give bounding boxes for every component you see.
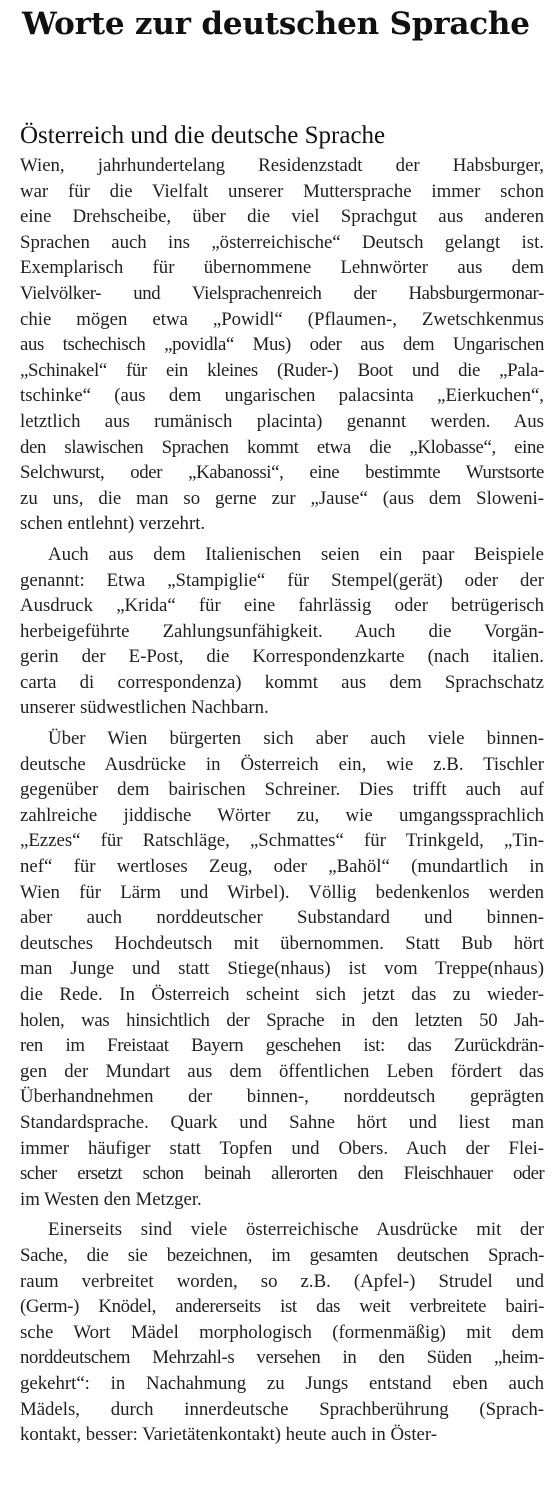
text-line: aus tschechisch „povidla“ Mus) oder aus dem Ungarischen [20,334,544,356]
text-line: kontakt, besser: Varietätenkontakt) heute auch in Öster- [20,1424,438,1446]
masthead-title: Worte zur deutschen Sprache [22,6,530,42]
text-line: eine Drehscheibe, über die viel Sprachgut aus anderen [20,206,544,228]
text-line: letztlich aus rumänisch placinta) genannt werden. Aus [20,410,544,432]
text-line: nef“ für wertloses Zeug, oder „Bahöl“ (mundartlich in [20,856,544,878]
text-line: Überhandnehmen der binnen-, norddeutsch geprägten [20,1086,544,1108]
article-body [20,153,544,1448]
article-paragraph [20,153,544,537]
text-line: aber auch norddeutscher Substandard und binnen- [20,907,544,929]
text-line: im Westen den Metzger. [20,1188,202,1210]
text-line: Über Wien bürgerten sich aber auch viele binnen- [48,728,544,750]
text-line: Auch aus dem Italienischen seien ein paar Beispiele [48,543,544,565]
text-line: ren im Freistaat Bayern geschehen ist: das Zurückdrän- [20,1035,544,1057]
article-paragraph [20,542,544,721]
text-line: Mädels, durch innerdeutsche Sprachberührung (Sprach- [20,1398,544,1420]
text-line: immer häufiger statt Topfen und Obers. Auch der Flei- [20,1137,544,1159]
text-line: Einerseits sind viele österreichische Ausdrücke mit der [48,1219,544,1241]
text-line: gen der Mundart aus dem öffentlichen Leben fördert das [20,1060,544,1082]
text-line: gegenüber dem bairischen Schreiner. Dies trifft auch auf [20,779,544,801]
text-line: herbeigeführte Zahlungsunfähigkeit. Auch die Vorgän- [20,620,544,642]
text-line: gekehrt“: in Nachahmung zu Jungs entstand eben auch [20,1372,544,1394]
article [20,120,544,1448]
text-line: deutsches Hochdeutsch mit übernommen. Statt Bub hört [20,932,544,954]
text-line: Wien für Lärm und Wirbel). Völlig bedenkenlos werden [20,881,544,903]
text-line: sche Wort Mädel morphologisch (formenmäßig) mit dem [20,1321,544,1343]
article-paragraph [20,726,544,1212]
text-line: genannt: Etwa „Stampiglie“ für Stempel(gerät) oder der [20,569,544,591]
text-line: schen entlehnt) verzehrt. [20,513,206,535]
text-line: norddeutschem Mehrzahl-s versehen in den Süden „heim- [20,1347,544,1369]
text-line: Ausdruck „Krida“ für eine fahrlässig oder betrügerisch [20,595,544,617]
text-line: Vielvölker- und Vielsprachenreich der Habsburgermonar- [20,282,544,304]
text-line: Sprachen auch ins „österreichische“ Deutsch gelangt ist. [20,231,544,253]
text-line: unserer südwestlichen Nachbarn. [20,697,269,719]
text-line: Standardsprache. Quark und Sahne hört und liest man [20,1111,544,1133]
text-line: raum verbreitet worden, so z.B. (Apfel-) Strudel und [20,1270,544,1292]
text-line: gerin der E-Post, die Korrespondenzkarte (nach italien. [20,646,544,668]
text-line: die Rede. In Österreich scheint sich jetzt das zu wieder- [20,984,544,1005]
text-line: Wien, jahrhundertelang Residenzstadt der Habsburger, [20,155,544,176]
text-line: tschinke“ (aus dem ungarischen palacsinta „Eierkuchen“, [20,385,544,407]
text-line: holen, was hinsichtlich der Sprache in den letzten 50 Jah- [20,1009,544,1031]
text-line: Exemplarisch für übernommene Lehnwörter aus dem [20,257,544,279]
text-line: zu uns, die man so gerne zur „Jause“ (aus dem Sloweni- [20,487,544,509]
text-line: carta di correspondenza) kommt aus dem Sprachschatz [20,671,544,693]
text-line: war für die Vielfalt unserer Muttersprache immer schon [20,180,544,202]
text-line: Sache, die sie bezeichnen, im gesamten deutschen Sprach- [20,1244,544,1266]
text-line: deutsche Ausdrücke in Österreich ein, wie z.B. Tischler [20,753,544,775]
text-line: man Junge und statt Stiege(nhaus) ist vom Treppe(nhaus) [20,958,544,980]
text-line: zahlreiche jiddische Wörter zu, wie umgangssprachlich [20,804,544,826]
text-line: scher ersetzt schon beinah allerorten den Fleischhauer oder [20,1163,544,1185]
text-line: den slawischen Sprachen kommt etwa die „Klobasse“, eine [20,436,544,458]
text-line: chie mögen etwa „Powidl“ (Pflaumen-, Zwetschkenmus [20,308,544,330]
article-paragraph [20,1217,544,1447]
text-line: „Schinakel“ für ein kleines (Ruder-) Boot und die „Pala- [20,359,544,381]
text-line: (Germ-) Knödel, andererseits ist das weit verbreitete bairi- [20,1296,544,1318]
article-headline: Österreich und die deutsche Sprache [20,122,386,149]
text-line: Selchwurst, oder „Kabanossi“, eine bestimmte Wurstsorte [20,462,544,484]
text-line: „Ezzes“ für Ratschläge, „Schmattes“ für Trinkgeld, „Tin- [20,830,544,852]
